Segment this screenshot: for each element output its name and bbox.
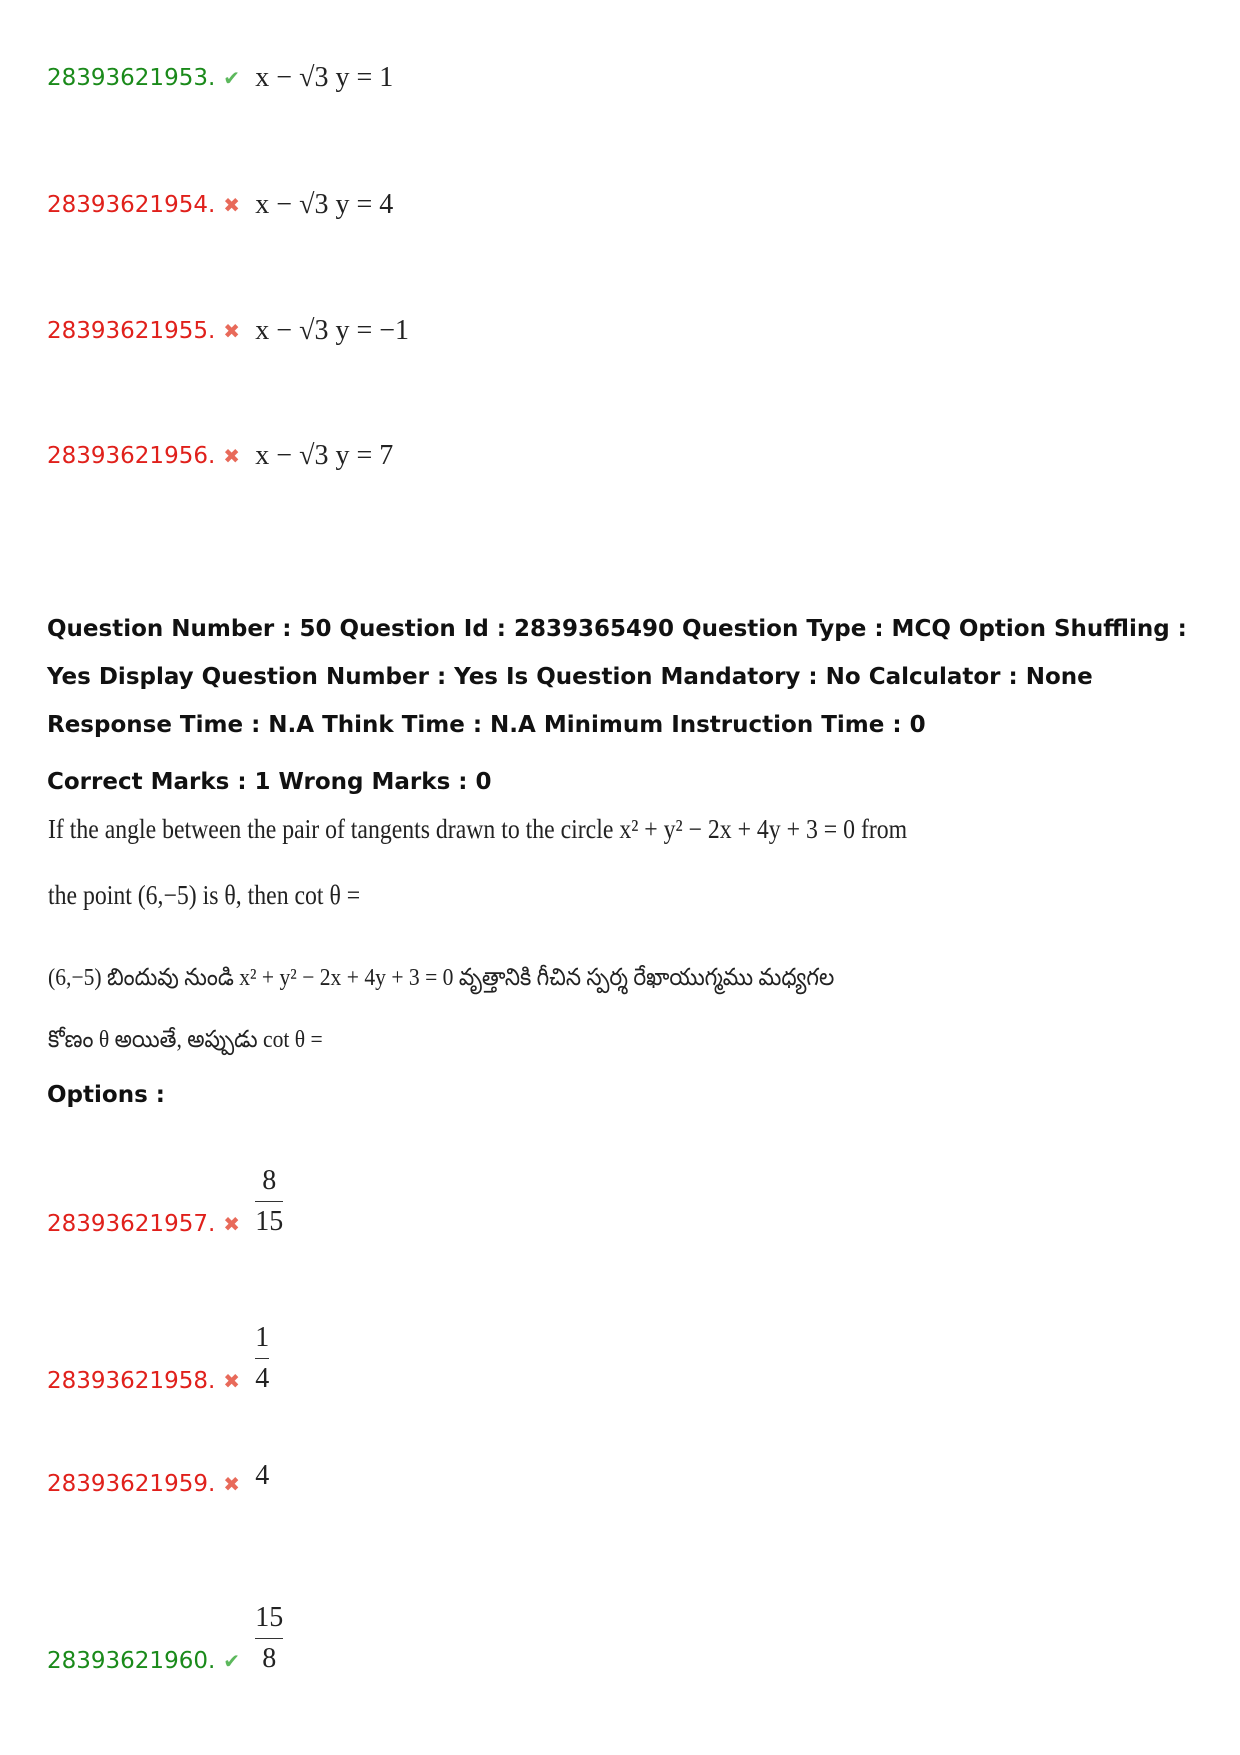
option-row	[47, 315, 409, 347]
check-icon: ✔	[223, 66, 241, 90]
question-text-telugu: కోణం θ అయితే, అప్పుడు cot θ =	[48, 1027, 323, 1053]
cross-icon: ✖	[223, 1211, 241, 1236]
option-id: 28393621956.	[47, 443, 216, 469]
numerator: 8	[262, 1165, 277, 1196]
cross-icon: ✖	[223, 193, 241, 217]
cross-icon: ✖	[223, 444, 241, 468]
option-row	[47, 189, 393, 221]
question-text-english: the point (6,−5) is θ, then cot θ =	[48, 880, 361, 910]
option-row	[47, 440, 393, 472]
cross-icon: ✖	[223, 1472, 241, 1496]
denominator: 15	[255, 1206, 284, 1237]
option-row	[47, 1460, 270, 1500]
denominator: 4	[255, 1363, 270, 1394]
question-text-english: If the angle between the pair of tangents drawn to the circle x² + y² − 2x + 4y + 3 = 0 from	[48, 814, 908, 844]
option-fraction	[255, 1322, 269, 1395]
option-fraction	[255, 1602, 283, 1675]
question-meta: Question Number : 50 Question Id : 2839365490 Question Type : MCQ Option Shuffling : Yes Display Question Number : Yes Is Question Mandatory : No Calculator : None Response Time : N.A Think Time : N.A Minimum Instruction Time : 0	[47, 616, 1187, 738]
option-id: 28393621959.	[47, 1471, 216, 1497]
option-id: 28393621958.	[47, 1367, 216, 1394]
option-equation: x − √3 y = −1	[255, 315, 410, 346]
cross-icon: ✖	[223, 1368, 241, 1393]
option-id: 28393621960.	[47, 1647, 216, 1674]
denominator: 8	[262, 1643, 277, 1674]
option-id: 28393621954.	[47, 192, 216, 218]
option-equation: x − √3 y = 7	[255, 440, 394, 471]
option-row	[47, 62, 393, 94]
numerator: 15	[255, 1602, 284, 1633]
option-value: 4	[255, 1460, 270, 1491]
option-row	[47, 1322, 270, 1417]
question-text-telugu: (6,−5) బిందువు నుండి x² + y² − 2x + 4y + 3 = 0 వృత్తానికి గీచిన స్పర్శ రేఖాయుగ్మము మధ్యగల	[48, 965, 835, 991]
options-label: Options :	[47, 1082, 165, 1108]
option-id: 28393621955.	[47, 318, 216, 344]
option-row	[47, 1602, 284, 1697]
option-id: 28393621953.	[47, 65, 216, 91]
numerator: 1	[255, 1322, 270, 1353]
question-marks: Correct Marks : 1 Wrong Marks : 0	[47, 769, 492, 795]
option-id: 28393621957.	[47, 1210, 216, 1237]
check-icon: ✔	[223, 1648, 241, 1673]
option-row	[47, 1165, 284, 1260]
option-fraction	[255, 1165, 283, 1238]
option-equation: x − √3 y = 1	[255, 62, 394, 93]
option-equation: x − √3 y = 4	[255, 189, 394, 220]
cross-icon: ✖	[223, 319, 241, 343]
